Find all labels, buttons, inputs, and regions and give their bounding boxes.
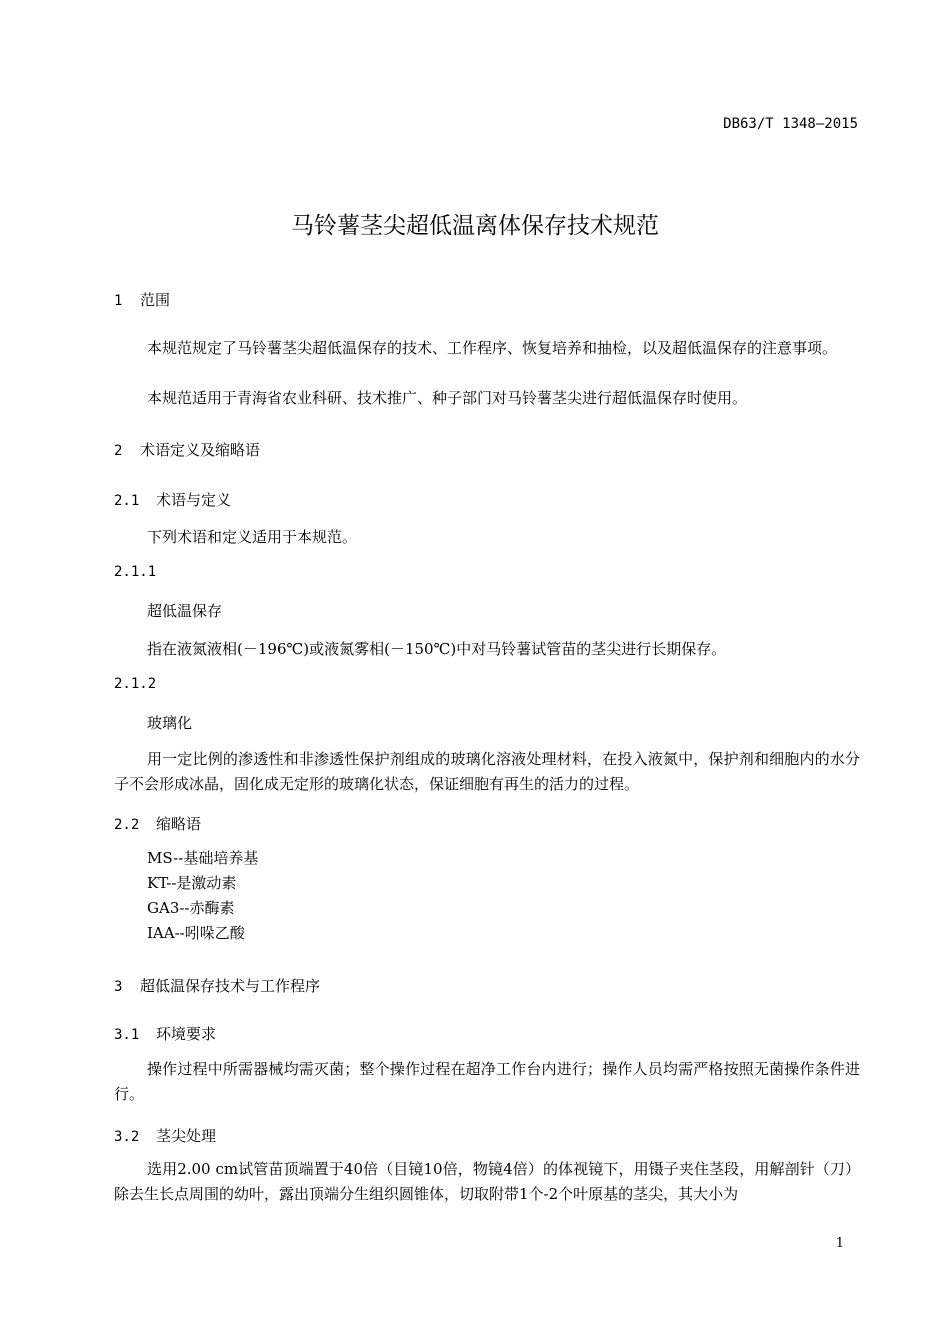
environment-paragraph: 操作过程中所需器械均需灭菌；整个操作过程在超净工作台内进行；操作人员均需严格按照无菌操作条件进行。 xyxy=(114,1060,860,1103)
document-code: DB63/T 1348—2015 xyxy=(723,116,858,132)
section-title: 范围 xyxy=(140,291,171,309)
section-title: 茎尖处理 xyxy=(156,1127,217,1145)
term-definition: 指在液氮液相(－196℃)或液氮雾相(－150℃)中对马铃薯试管苗的茎尖进行长期保存。 xyxy=(147,640,727,658)
section-title: 术语定义及缩略语 xyxy=(140,441,261,459)
term-name: 玻璃化 xyxy=(147,714,193,732)
terms-intro: 下列术语和定义适用于本规范。 xyxy=(147,528,358,546)
section-3-1-heading xyxy=(114,1023,216,1044)
list-item: IAA--吲哚乙酸 xyxy=(147,924,245,942)
term-number: 2.1.2 xyxy=(114,676,157,692)
section-3-2-heading xyxy=(114,1125,216,1146)
section-number: 2.2 xyxy=(114,817,140,833)
term-number: 2.1.1 xyxy=(114,564,157,580)
term-name: 超低温保存 xyxy=(147,602,223,620)
scope-paragraph-1: 本规范规定了马铃薯茎尖超低温保存的技术、工作程序、恢复培养和抽检，以及超低温保存的注意事项。 xyxy=(147,339,838,357)
section-number: 1 xyxy=(114,293,123,309)
list-item: GA3--赤酶素 xyxy=(147,899,235,917)
page-number: 1 xyxy=(835,1236,844,1251)
section-title: 术语与定义 xyxy=(156,491,232,509)
list-item: MS--基础培养基 xyxy=(147,849,259,867)
section-2-2-heading xyxy=(114,813,201,834)
abbreviation-list xyxy=(147,846,258,946)
section-number: 3 xyxy=(114,979,123,995)
section-2-heading xyxy=(114,439,260,460)
section-2-1-heading xyxy=(114,489,231,510)
shoot-tip-paragraph: 选用2.00 cm试管苗顶端置于40倍（目镜10倍，物镜4倍）的体视镜下，用镊子夹住茎段，用解剖针（刀）除去生长点周围的幼叶，露出顶端分生组织圆锥体，切取附带1个-2个叶原基的茎尖，其大小为 xyxy=(114,1160,860,1203)
section-title: 缩略语 xyxy=(156,815,202,833)
section-number: 2.1 xyxy=(114,493,140,509)
section-3-heading xyxy=(114,975,320,996)
document-title: 马铃薯茎尖超低温离体保存技术规范 xyxy=(291,213,659,239)
section-number: 3.2 xyxy=(114,1129,140,1145)
term-definition: 用一定比例的渗透性和非渗透性保护剂组成的玻璃化溶液处理材料，在投入液氮中，保护剂和细胞内的水分子不会形成冰晶，固化成无定形的玻璃化状态，保证细胞有再生的活力的过程。 xyxy=(114,750,860,793)
list-item: KT--是激动素 xyxy=(147,874,237,892)
scope-paragraph-2: 本规范适用于青海省农业科研、技术推广、种子部门对马铃薯茎尖进行超低温保存时使用。 xyxy=(147,389,748,407)
section-title: 环境要求 xyxy=(156,1025,217,1043)
section-number: 2 xyxy=(114,443,123,459)
section-1-heading xyxy=(114,289,170,310)
section-number: 3.1 xyxy=(114,1027,140,1043)
section-title: 超低温保存技术与工作程序 xyxy=(140,977,321,995)
